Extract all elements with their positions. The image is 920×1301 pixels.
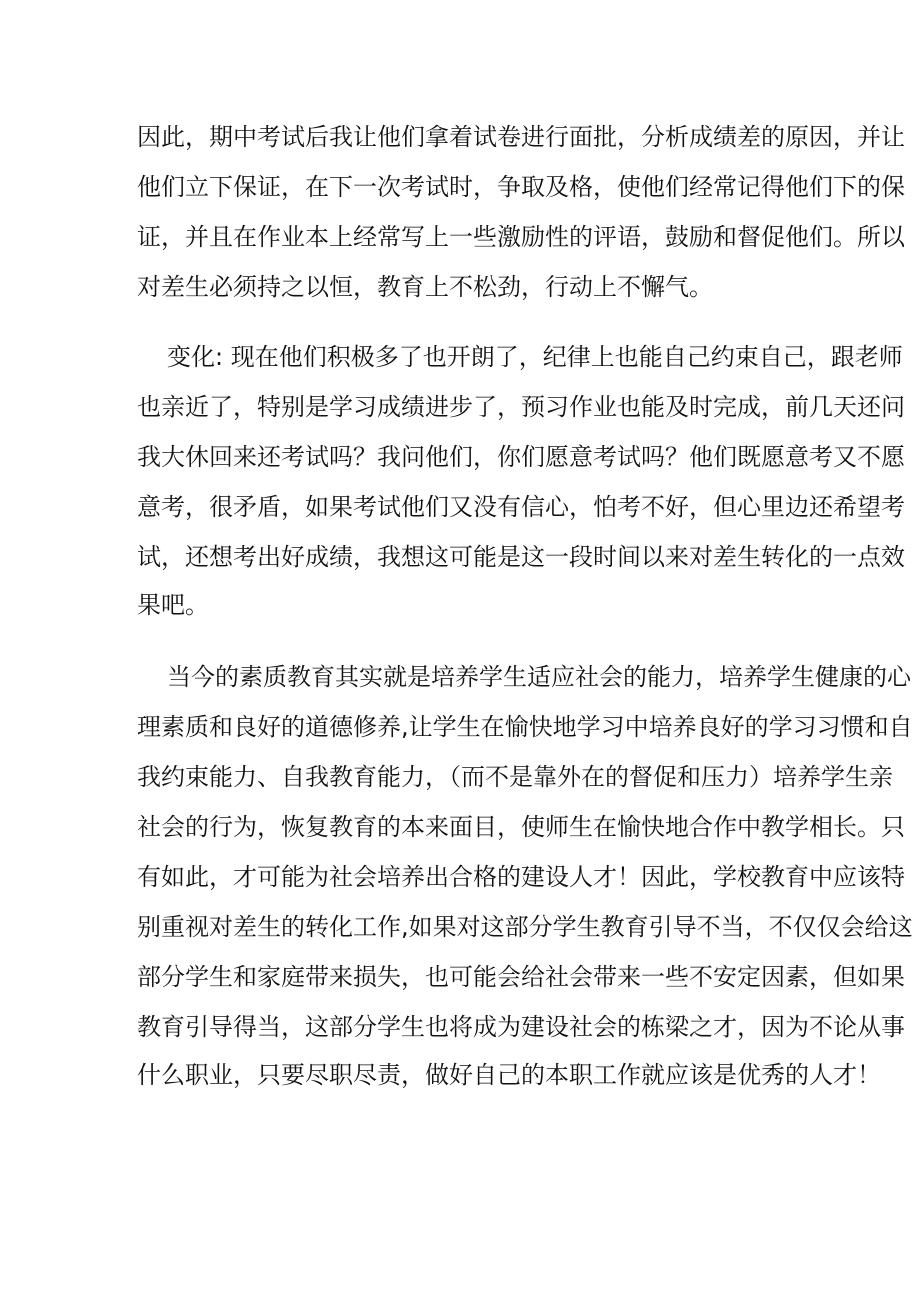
text-line: 证，并且在作业本上经常写上一些激励性的评语，鼓励和督促他们。所以 [137, 223, 905, 251]
text-line: 果吧。 [137, 591, 209, 619]
text-line: 教育引导得当，这部分学生也将成为建设社会的栋梁之才，因为不论从事 [137, 1013, 905, 1041]
text-line: 理素质和良好的道德修养,让学生在愉快地学习中培养良好的学习习惯和自 [137, 713, 913, 741]
text-line: 有如此，才可能为社会培养出合格的建设人才！因此，学校教育中应该特 [137, 863, 905, 891]
text-line: 变化: 现在他们积极多了也开朗了，纪律上也能自己约束自己，跟老师 [167, 343, 903, 371]
text-line: 对差生必须持之以恒，教育上不松劲，行动上不懈气。 [137, 273, 713, 301]
text-line: 试，还想考出好成绩，我想这可能是这一段时间以来对差生转化的一点效 [137, 543, 905, 571]
text-line: 当今的素质教育其实就是培养学生适应社会的能力，培养学生健康的心 [167, 663, 911, 691]
text-line: 别重视对差生的转化工作,如果对这部分学生教育引导不当，不仅仅会给这 [137, 913, 913, 941]
text-line: 社会的行为，恢复教育的本来面目，使师生在愉快地合作中教学相长。只 [137, 813, 905, 841]
text-line: 什么职业，只要尽职尽责，做好自己的本职工作就应该是优秀的人才！ [137, 1061, 881, 1089]
text-line: 部分学生和家庭带来损失，也可能会给社会带来一些不安定因素，但如果 [137, 963, 905, 991]
text-line: 我大休回来还考试吗？我问他们，你们愿意考试吗？他们既愿意考又不愿 [137, 443, 905, 471]
text-line: 意考，很矛盾，如果考试他们又没有信心，怕考不好，但心里边还希望考 [137, 493, 905, 521]
text-line: 我约束能力、自我教育能力，（而不是靠外在的督促和压力）培养学生亲 [137, 763, 893, 791]
text-line: 因此，期中考试后我让他们拿着试卷进行面批，分析成绩差的原因，并让 [137, 123, 905, 151]
text-line: 也亲近了，特别是学习成绩进步了，预习作业也能及时完成，前几天还问 [137, 393, 905, 421]
text-line: 他们立下保证，在下一次考试时，争取及格，使他们经常记得他们下的保 [137, 173, 905, 201]
